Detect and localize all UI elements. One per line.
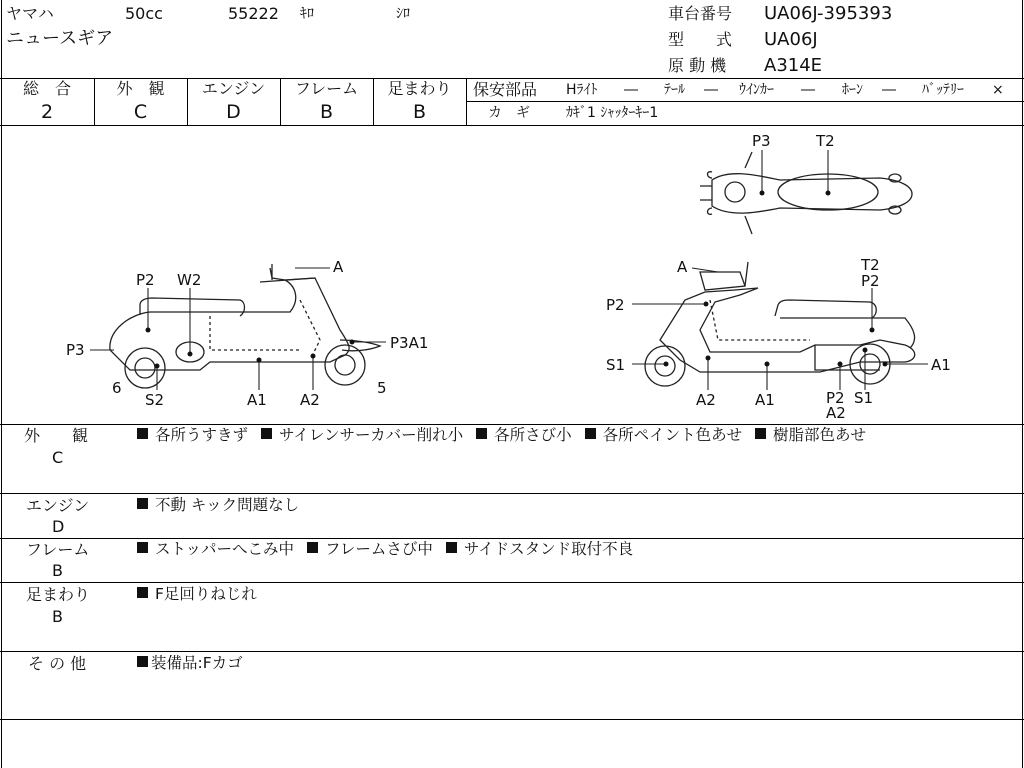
divider-note-1 <box>0 493 1024 494</box>
safety-battery: ﾊﾞｯﾃﾘｰ <box>922 82 964 98</box>
bullet-icon <box>137 428 148 439</box>
diagram-label: A2 <box>826 404 846 422</box>
divider-diagram <box>0 424 1024 425</box>
grade-suspension-label: 足まわり <box>387 79 452 98</box>
safety-headlight-mark: ― <box>624 82 638 98</box>
diagram-label: P2 <box>861 272 880 290</box>
note-exterior-category: 外 観 <box>24 426 89 445</box>
diagram-label: A2 <box>696 391 716 409</box>
diagram-label: A1 <box>931 356 951 374</box>
key-label: カ ギ <box>488 105 530 121</box>
diagram-label: P3A1 <box>390 334 429 352</box>
note-engine-category: エンジン <box>26 496 90 515</box>
diagram-label: T2 <box>861 256 880 274</box>
safety-horn-mark: ― <box>882 82 896 98</box>
diagram-label: P3 <box>66 341 85 359</box>
grade-overall-value: 2 <box>40 101 54 123</box>
divider-note-2 <box>0 538 1024 539</box>
leader-lines <box>90 150 928 390</box>
safety-battery-mark: × <box>992 82 1004 98</box>
safety-horn: ﾎｰﾝ <box>842 82 863 98</box>
color: ｼﾛ <box>396 6 410 22</box>
diagram-label: 5 <box>377 379 387 397</box>
note-frame-items: ストッパーへこみ中 フレームさび中 サイドスタンド取付不良 <box>137 542 633 558</box>
model-name: ニュースギア <box>6 28 114 49</box>
grade-engine-label: エンジン <box>201 79 266 98</box>
diagram-label: A2 <box>300 391 320 409</box>
note-frame-category: フレーム <box>26 540 90 559</box>
note-suspension-items: F足回りねじれ <box>137 587 257 603</box>
diagram-label: A <box>333 258 344 276</box>
note-engine-grade: D <box>52 517 65 536</box>
bullet-icon <box>261 428 272 439</box>
grade-col-5 <box>466 78 467 125</box>
divider-note-3 <box>0 582 1024 583</box>
bullet-icon <box>137 498 148 509</box>
diagram-label: W2 <box>177 271 202 289</box>
diagram-label: S2 <box>145 391 165 409</box>
grade-overall-label: 総 合 <box>22 79 71 98</box>
type-label: 型 式 <box>668 30 733 49</box>
grade-exterior-value: C <box>133 101 148 123</box>
grade-frame-value: B <box>319 101 334 123</box>
divider-grade-mid <box>466 101 1024 102</box>
engine-label: 原 動 機 <box>668 56 727 75</box>
border-right <box>1022 0 1023 768</box>
diagram-label: P2 <box>606 296 625 314</box>
bullet-icon <box>307 542 318 553</box>
note-other-category: そ の 他 <box>28 654 87 673</box>
diagram-label: S1 <box>854 389 874 407</box>
safety-label: 保安部品 <box>473 80 538 99</box>
scooter-left-view <box>110 264 380 388</box>
note-frame-grade: B <box>52 561 63 580</box>
bullet-icon <box>137 656 148 667</box>
divider-note-4 <box>0 651 1024 652</box>
note-engine-items: 不動 キック問題なし <box>137 498 299 514</box>
bullet-icon <box>476 428 487 439</box>
diagram-label: S1 <box>606 356 626 374</box>
frame-number: UA06J-395393 <box>764 3 893 24</box>
engine-value: A314E <box>764 55 823 76</box>
bullet-icon <box>446 542 457 553</box>
diagram-label: P2 <box>826 389 845 407</box>
diagram-label: A1 <box>755 391 775 409</box>
type-value: UA06J <box>764 29 818 50</box>
diagram-label: P3 <box>752 132 771 150</box>
scooter-top-view <box>700 152 912 234</box>
bullet-icon <box>585 428 596 439</box>
safety-winker: ｳｲﾝｶｰ <box>739 82 774 98</box>
diagram-label: T2 <box>816 132 835 150</box>
diagram-label: P2 <box>136 271 155 289</box>
displacement: 50cc <box>125 4 163 23</box>
grade-suspension-value: B <box>412 101 427 123</box>
note-exterior-grade: C <box>52 448 64 467</box>
note-other-items: 装備品:Fカゴ <box>137 656 243 672</box>
diagram-label: A <box>677 258 688 276</box>
bullet-icon <box>137 587 148 598</box>
frame-label: 車台番号 <box>668 4 733 23</box>
note-suspension-category: 足まわり <box>26 585 91 604</box>
grade-engine-value: D <box>226 101 241 123</box>
note-suspension-grade: B <box>52 607 63 626</box>
key-value: ｶｷﾞ1 ｼｬｯﾀｰｷｰ1 <box>566 105 659 121</box>
mileage: 55222 <box>228 4 279 23</box>
diagram-label: 6 <box>112 379 122 397</box>
divider-note-5 <box>0 719 1024 720</box>
grade-exterior-label: 外 観 <box>116 79 165 98</box>
maker: ヤマハ <box>6 4 54 23</box>
divider-grades <box>0 125 1024 126</box>
grade-frame-label: フレーム <box>294 79 359 98</box>
bullet-icon <box>755 428 766 439</box>
bullet-icon <box>137 542 148 553</box>
mileage-unit: ｷﾛ <box>300 6 314 22</box>
safety-tail: ﾃｰﾙ <box>664 82 685 98</box>
diagram-label: A1 <box>247 391 267 409</box>
safety-winker-mark: ― <box>801 82 815 98</box>
safety-tail-mark: ― <box>704 82 718 98</box>
note-exterior-items: 各所うすきず サイレンサーカバー削れ小 各所さび小 各所ペイント色あせ 樹脂部色あせ <box>137 428 866 444</box>
scooter-right-view <box>645 262 915 386</box>
safety-headlight: Hﾗｲﾄ <box>566 82 598 98</box>
